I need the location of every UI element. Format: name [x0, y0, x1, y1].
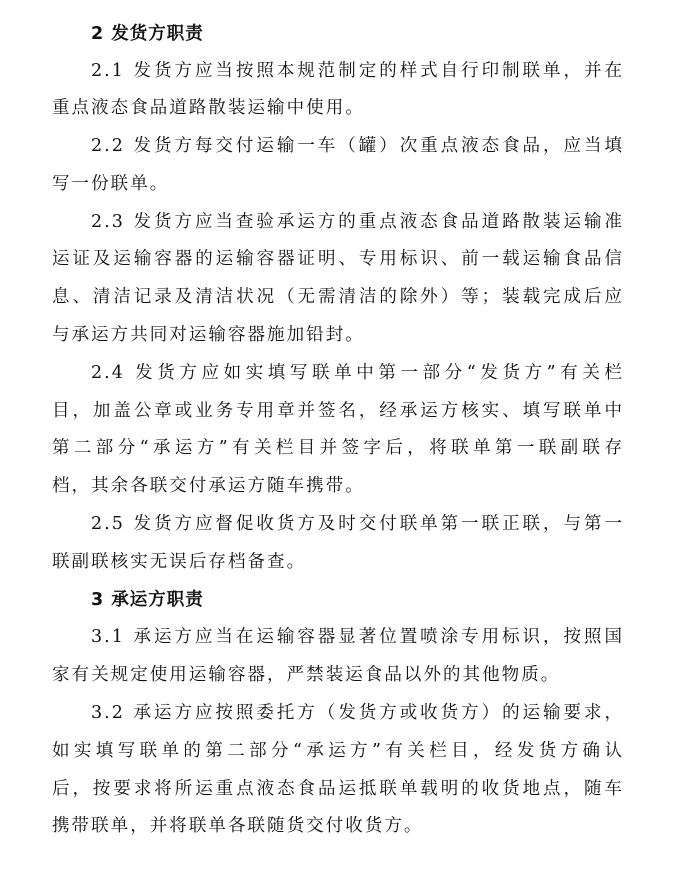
- section-3-heading: 3 承运方职责: [91, 590, 204, 610]
- paragraph-3-2-line-3: 后，按要求将所运重点液态食品运抵联单载明的收货地点，随车: [52, 779, 624, 799]
- paragraph-2-1-line-1: 2.1 发货方应当按照本规范制定的样式自行印制联单，并在: [91, 61, 624, 81]
- paragraph-2-3-line-1: 2.3 发货方应当查验承运方的重点液态食品道路散装运输准: [91, 212, 624, 232]
- paragraph-3-2-line-1: 3.2 承运方应按照委托方（发货方或收货方）的运输要求，: [91, 703, 624, 723]
- paragraph-2-4-line-2: 目，加盖公章或业务专用章并签名，经承运方核实、填写联单中: [52, 401, 624, 421]
- paragraph-2-1-line-2: 重点液态食品道路散装运输中使用。: [52, 98, 365, 118]
- paragraph-2-4-line-3: 第二部分“承运方”有关栏目并签字后，将联单第一联副联存: [52, 438, 624, 458]
- paragraph-2-5-line-1: 2.5 发货方应督促收货方及时交付联单第一联正联，与第一: [91, 514, 624, 534]
- paragraph-2-3-line-2: 运证及运输容器的运输容器证明、专用标识、前一载运输食品信: [52, 249, 624, 269]
- paragraph-3-1-line-1: 3.1 承运方应当在运输容器显著位置喷涂专用标识，按照国: [91, 627, 624, 647]
- paragraph-2-5-line-2: 联副联核实无误后存档备查。: [52, 552, 307, 572]
- section-2-heading: 2 发货方职责: [91, 24, 204, 44]
- paragraph-3-1-line-2: 家有关规定使用运输容器，严禁装运食品以外的其他物质。: [52, 665, 561, 685]
- paragraph-3-2-line-2: 如实填写联单的第二部分“承运方”有关栏目，经发货方确认: [52, 741, 624, 761]
- paragraph-2-4-line-4: 档，其余各联交付承运方随车携带。: [52, 476, 365, 496]
- paragraph-2-3-line-4: 与承运方共同对运输容器施加铅封。: [52, 325, 365, 345]
- paragraph-2-2-line-2: 写一份联单。: [52, 174, 170, 194]
- paragraph-3-2-line-4: 携带联单，并将联单各联随货交付收货方。: [52, 816, 424, 836]
- paragraph-2-3-line-3: 息、清洁记录及清洁状况（无需清洁的除外）等；装载完成后应: [52, 287, 624, 307]
- paragraph-2-4-line-1: 2.4 发货方应如实填写联单中第一部分“发货方”有关栏: [91, 363, 624, 383]
- paragraph-2-2-line-1: 2.2 发货方每交付运输一车（罐）次重点液态食品，应当填: [91, 136, 624, 156]
